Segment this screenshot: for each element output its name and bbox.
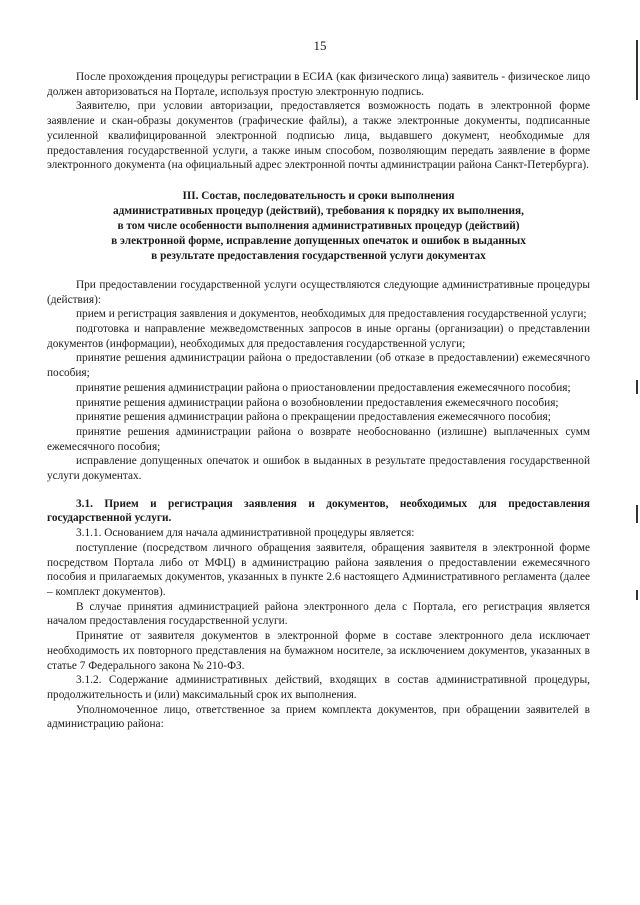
paragraph: При предоставлении государственной услуги осуществляются следующие административные процедуры (действия): xyxy=(47,278,590,306)
page-number: 15 xyxy=(313,38,327,53)
scan-edge-mark xyxy=(636,505,638,523)
subsection-title: 3.1. Прием и регистрация заявления и документов, необходимых для предоставления государственной услуги. xyxy=(47,497,590,525)
paragraph: В случае принятия администрацией района электронного дела с Портала, его регистрация является началом предоставления государственной услуги. xyxy=(47,600,590,628)
list-item: исправление допущенных опечаток и ошибок в выданных в результате предоставления государственной услуги документах. xyxy=(47,455,590,483)
document-body xyxy=(47,70,590,732)
list-item: подготовка и направление межведомственных запросов в иные органы (организации) о представлении документов (информации), необходимых для предоставления государственной услуги; xyxy=(47,323,590,350)
heading-line: административных процедур (действий), требования к порядку их выполнения, xyxy=(113,204,524,217)
paragraph: поступление (посредством личного обращения заявителя, обращения заявителя в электронной форме посредством Портала либо от МФЦ) в администрацию района заявления о предоставлении ежемесячного пособия и прилагаемых документов, указанных в пункте 2.6 настоящего Административного регламента (далее – комплект документов). xyxy=(47,541,590,598)
list-item: принятие решения администрации района о предоставлении (об отказе в предоставлении) ежемесячного пособия; xyxy=(47,352,590,380)
paragraph: 3.1.1. Основанием для начала административной процедуры является: xyxy=(76,527,415,540)
paragraph: Принятие от заявителя документов в электронной форме в составе электронного дела исключает необходимость их повторного представления на бумажном носителе, за исключением документов, указанных в статье 7 Федерального закона № 210-ФЗ. xyxy=(47,630,590,672)
paragraph: 3.1.2. Содержание административных действий, входящих в состав административной процедуры, продолжительность и (или) максимальный срок их выполнения. xyxy=(47,674,590,701)
heading-line: в электронной форме, исправление допущенных опечаток и ошибок в выданных xyxy=(111,234,526,247)
heading-line: III. Состав, последовательность и сроки выполнения xyxy=(182,189,455,202)
list-item: принятие решения администрации района о приостановлении предоставления ежемесячного пособия; xyxy=(76,381,571,394)
scan-edge-mark xyxy=(636,590,638,600)
list-item: принятие решения администрации района о прекращении предоставления ежемесячного пособия; xyxy=(76,411,551,424)
list-item: прием и регистрация заявления и документов, необходимых для предоставления государственной услуги; xyxy=(76,308,587,321)
paragraph: После прохождения процедуры регистрации в ЕСИА (как физического лица) заявитель - физическое лицо должен авторизоваться на Портале, используя простую электронную подпись. xyxy=(47,71,590,98)
paragraph: Заявителю, при условии авторизации, предоставляется возможность подать в электронной форме заявление и скан-образы документов (графические файлы), а также электронные документы, подписанные усиленной квалифицированной электронной подписью лица, выдавшего документ, необходимые для предоставления государственной услуги, а также иным способом, позволяющим передать заявление в форме электронного документа (на официальный адрес электронной почты администрации района Санкт-Петербурга). xyxy=(47,100,590,172)
scan-edge-mark xyxy=(636,380,638,394)
section-heading xyxy=(47,189,590,264)
heading-line: в том числе особенности выполнения административных процедур (действий) xyxy=(117,219,520,232)
list-item: принятие решения администрации района о возврате необоснованно (излишне) выплаченных сумм ежемесячного пособия; xyxy=(47,425,590,453)
scan-edge-mark xyxy=(636,40,638,100)
paragraph: Уполномоченное лицо, ответственное за прием комплекта документов, при обращении заявителей в администрацию района: xyxy=(47,703,590,731)
heading-line: в результате предоставления государственной услуги документах xyxy=(151,249,486,262)
list-item: принятие решения администрации района о возобновлении предоставления ежемесячного пособия; xyxy=(76,396,559,409)
